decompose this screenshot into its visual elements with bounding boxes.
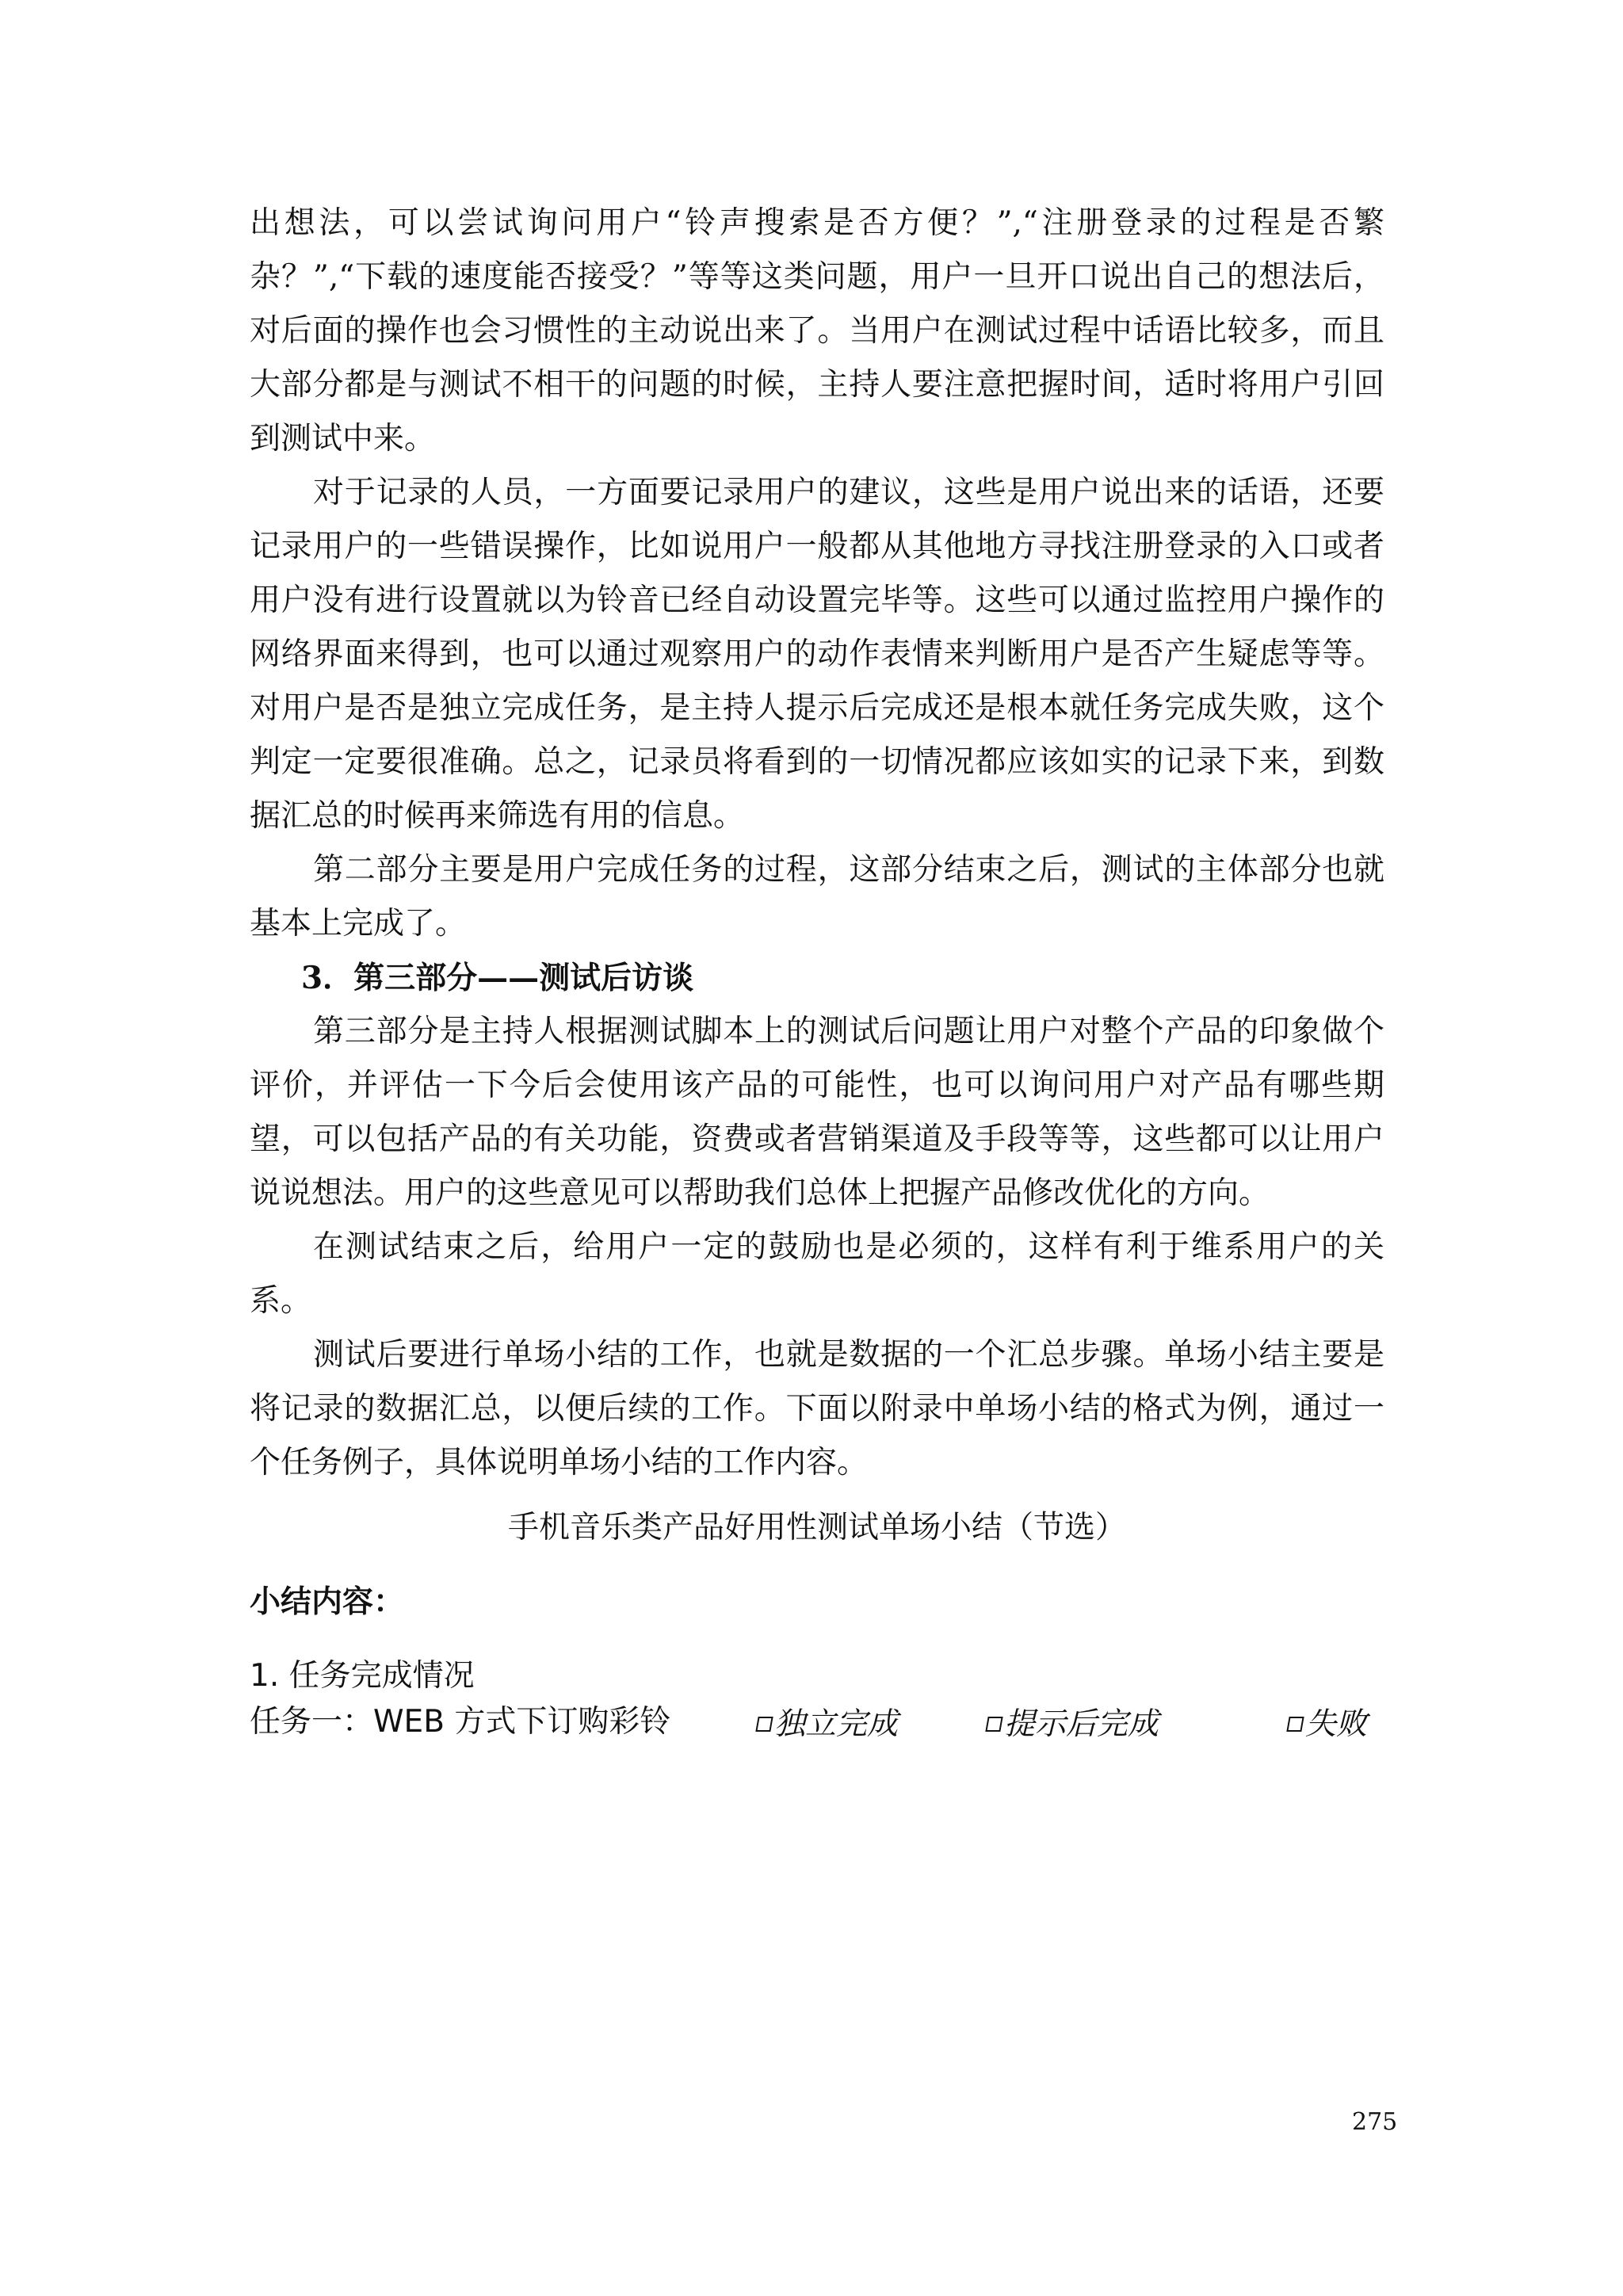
page-content xyxy=(250,197,1384,1748)
checkbox-icon xyxy=(985,1717,1002,1732)
paragraph-recorder: 对于记录的人员，一方面要记录用户的建议，这些是用户说出来的话语，还要记录用户的一些错误操作，比如说用户一般都从其他地方寻找注册登录的入口或者用户没有进行设置就以为铃音已经自动设置完毕等。这些可以通过监控用户操作的网络界面来得到，也可以通过观察用户的动作表情来判断用户是否产生疑虑等等。对用户是否是独立完成任务，是主持人提示后完成还是根本就任务完成失败，这个判定一定要很准确。总之，记录员将看到的一切情况都应该如实的记录下来，到数据汇总的时候再来筛选有用的信息。 xyxy=(250,475,1384,834)
option-label: 失败 xyxy=(1305,1706,1368,1742)
checkbox-icon xyxy=(1286,1717,1304,1732)
paragraph-part-three: 第三部分是主持人根据测试脚本上的测试后问题让用户对整个产品的印象做个评价，并评估一下今后会使用该产品的可能性，也可以询问用户对产品有哪些期望，可以包括产品的有关功能，资费或者营销渠道及手段等等，这些都可以让用户说说想法。用户的这些意见可以帮助我们总体上把握产品修改优化的方向。 xyxy=(250,1014,1384,1211)
option-label: 独立完成 xyxy=(774,1706,899,1742)
task-row xyxy=(250,1699,1384,1748)
paragraph-part-two-summary: 第二部分主要是用户完成任务的过程，这部分结束之后，测试的主体部分也就基本上完成了。 xyxy=(250,852,1384,942)
option-after-hint xyxy=(987,1702,1288,1748)
summary-label: 小结内容： xyxy=(250,1584,405,1620)
paragraph-continuation: 出想法，可以尝试询问用户“铃声搜索是否方便？”,“注册登录的过程是否繁杂？”,“下载的速度能否接受？”等等这类问题，用户一旦开口说出自己的想法后，对后面的操作也会习惯性的主动说出来了。当用户在测试过程中话语比较多，而且大部分都是与测试不相干的问题的时候，主持人要注意把握时间，适时将用户引回到测试中来。 xyxy=(250,205,1384,457)
option-failed xyxy=(1288,1702,1367,1748)
option-independent xyxy=(757,1702,987,1748)
option-label: 提示后完成 xyxy=(1004,1706,1159,1742)
section-heading-part-three: 3．第三部分——测试后访谈 xyxy=(301,960,694,996)
paragraph-encouragement: 在测试结束之后，给用户一定的鼓励也是必须的，这样有利于维系用户的关系。 xyxy=(250,1229,1384,1319)
summary-title: 手机音乐类产品好用性测试单场小结（节选） xyxy=(507,1510,1126,1545)
summary-section-task-completion: 1. 任务完成情况 xyxy=(250,1658,475,1694)
checkbox-icon xyxy=(755,1717,773,1732)
paragraph-single-session-summary: 测试后要进行单场小结的工作，也就是数据的一个汇总步骤。单场小结主要是将记录的数据汇总，以便后续的工作。下面以附录中单场小结的格式为例，通过一个任务例子，具体说明单场小结的工作内容。 xyxy=(250,1337,1384,1480)
page-number: 275 xyxy=(1352,2108,1398,2136)
task-name: 任务一：WEB 方式下订购彩铃 xyxy=(250,1704,671,1740)
